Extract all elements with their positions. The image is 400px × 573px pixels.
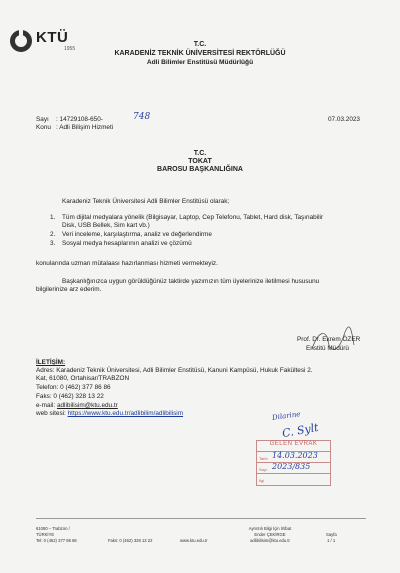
handwritten-note-2: C. Sylt	[281, 420, 320, 441]
header-line2: KARADENİZ TEKNİK ÜNİVERSİTESİ REKTÖRLÜĞÜ	[114, 50, 286, 57]
stamp-sayi-label: Sayı	[259, 467, 268, 472]
received-stamp	[256, 440, 331, 486]
recipient-line3: BAROSU BAŞKANLIĞINA	[157, 166, 243, 173]
contact-email-label: e-mail:	[36, 402, 57, 409]
contact-web-link[interactable]: https://www.ktu.edu.tr/adlibilim/adlibilisim	[67, 410, 184, 417]
stamp-tarih-value: 14.03.2023	[272, 451, 318, 460]
signature-scribble	[308, 325, 358, 355]
item-1-line2: Disk, USB Bellek, Sim kart vb.)	[62, 222, 150, 229]
signature-name: Prof. Dr. Ekrem ÖZER	[297, 336, 361, 343]
footer-contact-line1: Ayrıntılı Bilgi İçin İrtibat	[248, 526, 292, 531]
logo-gap	[19, 28, 23, 40]
item-3-number: 3.	[50, 240, 56, 247]
sayi-value: : 14729108-650-	[56, 116, 103, 123]
header-line3: Adli Bilimler Enstitüsü Müdürlüğü	[146, 59, 254, 66]
sayi-handwritten: 748	[133, 112, 151, 122]
body-intro: Karadeniz Teknik Üniversitesi Adli Bilimler Enstitüsü olarak;	[62, 198, 230, 205]
item-2-line1: Veri inceleme, karşılaştırma, analiz ve değerlendirme	[62, 231, 212, 238]
contact-address-line2: Kat, 61080, Ortahisar/TRABZON	[36, 375, 130, 382]
footer-page-label: Sayfa	[326, 532, 337, 537]
stamp-tarih-label: Tarih	[259, 456, 268, 461]
footer-contact-line3: adlibilisim@ktu.edu.tr	[250, 538, 290, 543]
document-date: 07.03.2023	[328, 116, 360, 123]
stamp-ilgi-label: İlgi	[259, 478, 265, 483]
item-1-number: 1.	[50, 214, 56, 221]
signature-title: Enstitü Müdürü	[306, 345, 349, 352]
recipient-line1: T.C.	[193, 150, 207, 157]
contact-web-row	[36, 410, 183, 419]
logo-year: 1955	[64, 46, 76, 52]
handwritten-note-1: Dilarine	[271, 410, 301, 422]
sayi-label: Sayı	[36, 116, 49, 123]
header-line1: T.C.	[193, 41, 207, 48]
body-konular: konularında uzman mütalaası hazırlanması hizmeti vermekteyiz.	[36, 260, 218, 267]
body-closing1: Başkanlığınızca uygun görüldüğünüz taktirde yazımızın tüm üyelerinize iletilmesi hususunu	[62, 278, 320, 285]
contact-phone: Telefon: 0 (462) 377 86 86	[36, 384, 111, 391]
stamp-sayi-value: 2023/835	[272, 462, 311, 471]
footer-divider	[36, 518, 366, 519]
contact-address-line1: Adres: Karadeniz Teknik Üniversitesi, Adli Bilimler Enstitüsü, Kanuni Kampüsü, Hukuk Fakültesi 2.	[36, 367, 313, 374]
contact-heading: İLETİŞİM:	[36, 359, 66, 366]
item-2-number: 2.	[50, 231, 56, 238]
item-1-line1: Tüm dijital medyalara yönelik (Bilgisayar, Laptop, Cep Telefonu, Tablet, Hard disk, Taşınabilir	[62, 214, 324, 221]
footer-fax: Faks: 0 (462) 328 13 22	[108, 538, 153, 543]
contact-email-link[interactable]: adlibilisim@ktu.edu.tr	[56, 402, 118, 409]
footer-address-line1: 61080 – Trabzon /	[36, 526, 70, 531]
contact-web-label: web sitesi:	[36, 410, 68, 417]
footer-phone: Tel: 0 (462) 377 86 86	[36, 538, 77, 543]
logo-text: KTÜ	[36, 29, 69, 46]
konu-label: Konu	[36, 124, 51, 131]
footer-contact-line2: Ender ÇEKİRGE	[254, 532, 286, 537]
stamp-title: GELEN EVRAK	[269, 441, 318, 447]
recipient-line2: TOKAT	[188, 158, 212, 165]
body-closing2: bilgilerinize arz ederim.	[36, 286, 102, 293]
footer-web: www.ktu.edu.tr	[180, 538, 208, 543]
footer-page-value: 1 / 1	[327, 538, 336, 543]
item-3-line1: Sosyal medya hesaplarının analizi ve çözümü	[62, 240, 192, 247]
konu-value: : Adli Bilişim Hizmeti	[56, 124, 114, 131]
contact-fax: Faks: 0 (462) 328 13 22	[36, 393, 104, 400]
footer-address-line2: TÜRKİYE	[36, 532, 55, 537]
